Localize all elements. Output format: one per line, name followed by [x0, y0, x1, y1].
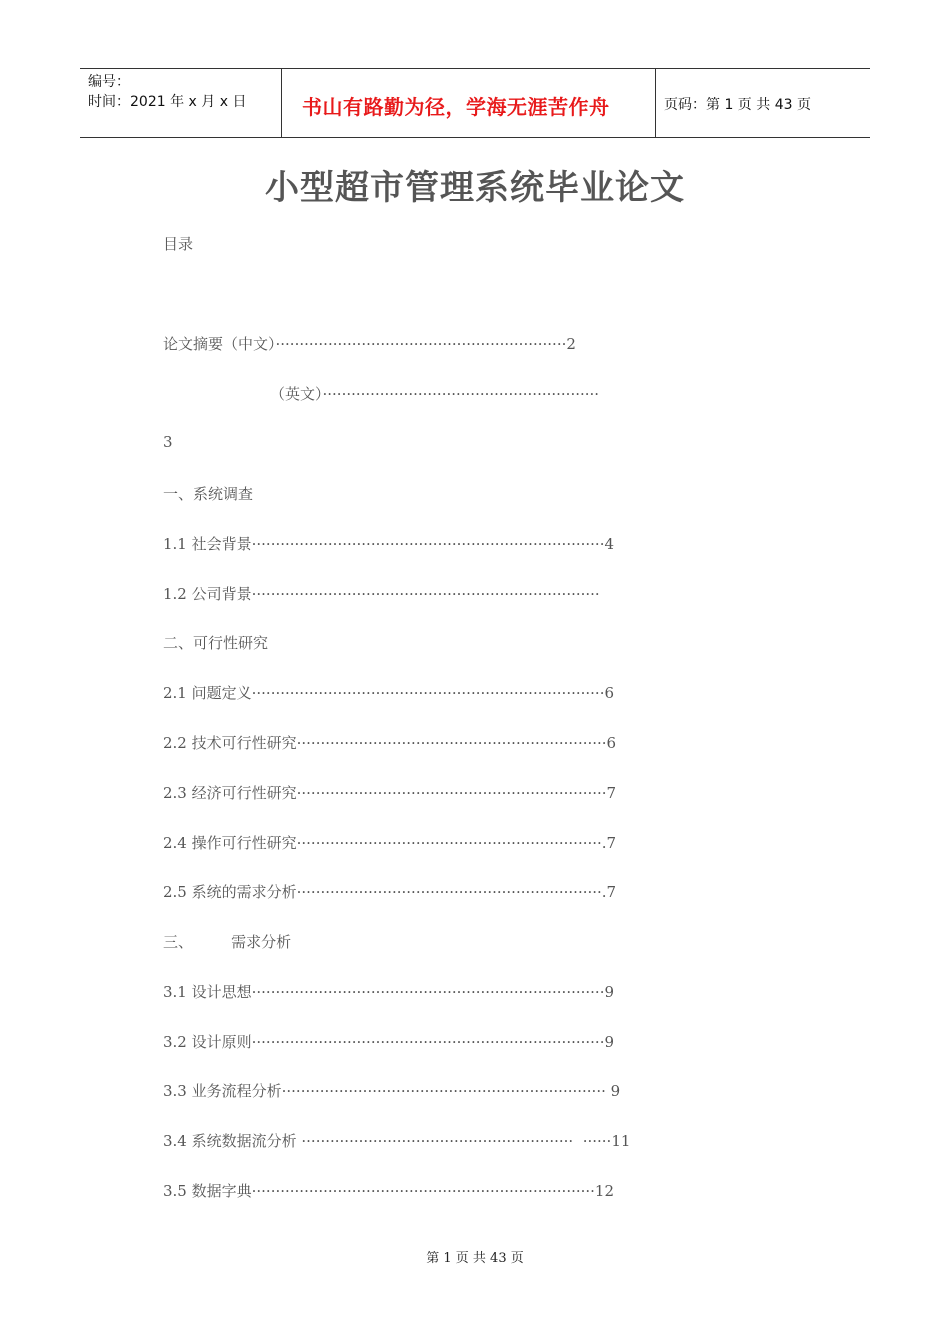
- toc-heading: 目录: [163, 235, 194, 253]
- document-header: [80, 68, 870, 138]
- toc-entry-abstract-en: （英文）··························································: [270, 385, 600, 403]
- toc-entry-1-1: 1.1 社会背景··········································································4: [163, 535, 615, 553]
- toc-entry-2-3: 2.3 经济可行性研究·································································7: [163, 784, 617, 802]
- toc-entry-abstract-cn: 论文摘要（中文）·····························································2: [163, 335, 576, 353]
- toc-section-1: 一、系统调查: [163, 485, 254, 503]
- toc-entry-2-2: 2.2 技术可行性研究·································································6: [163, 734, 617, 752]
- toc-entry-abstract-en-page: 3: [163, 433, 173, 451]
- header-meta-cell: [80, 69, 281, 137]
- toc-entry-3-5: 3.5 数据字典········································································12: [163, 1182, 615, 1200]
- header-motto-cell: [281, 69, 656, 137]
- time-label: 时间：2021 年 x 月 x 日: [88, 94, 247, 110]
- toc-entry-2-5: 2.5 系统的需求分析································································.7: [163, 883, 617, 901]
- toc-entry-3-1: 3.1 设计思想··········································································9: [163, 983, 615, 1001]
- toc-section-3: 三、 需求分析: [163, 933, 292, 951]
- toc-entry-2-4: 2.4 操作可行性研究································································.7: [163, 834, 617, 852]
- toc-entry-3-2: 3.2 设计原则··········································································9: [163, 1033, 615, 1051]
- page-footer: 第 1 页 共 43 页: [426, 1251, 524, 1266]
- toc-entry-1-2: 1.2 公司背景·········································································: [163, 585, 600, 603]
- toc-section-2: 二、可行性研究: [163, 634, 269, 652]
- motto-text: 书山有路勤为径，学海无涯苦作舟: [302, 95, 610, 119]
- toc-entry-2-1: 2.1 问题定义··········································································6: [163, 684, 615, 702]
- toc-entry-3-4: 3.4 系统数据流分析 ························································· ······11: [163, 1132, 631, 1150]
- toc-entry-3-3: 3.3 业务流程分析···································································· 9: [163, 1082, 621, 1100]
- header-page-cell: [655, 69, 870, 137]
- page-info: 页码：第 1 页 共 43 页: [664, 97, 811, 113]
- document-title: 小型超市管理系统毕业论文: [265, 168, 685, 208]
- number-label: 编号：: [88, 74, 130, 90]
